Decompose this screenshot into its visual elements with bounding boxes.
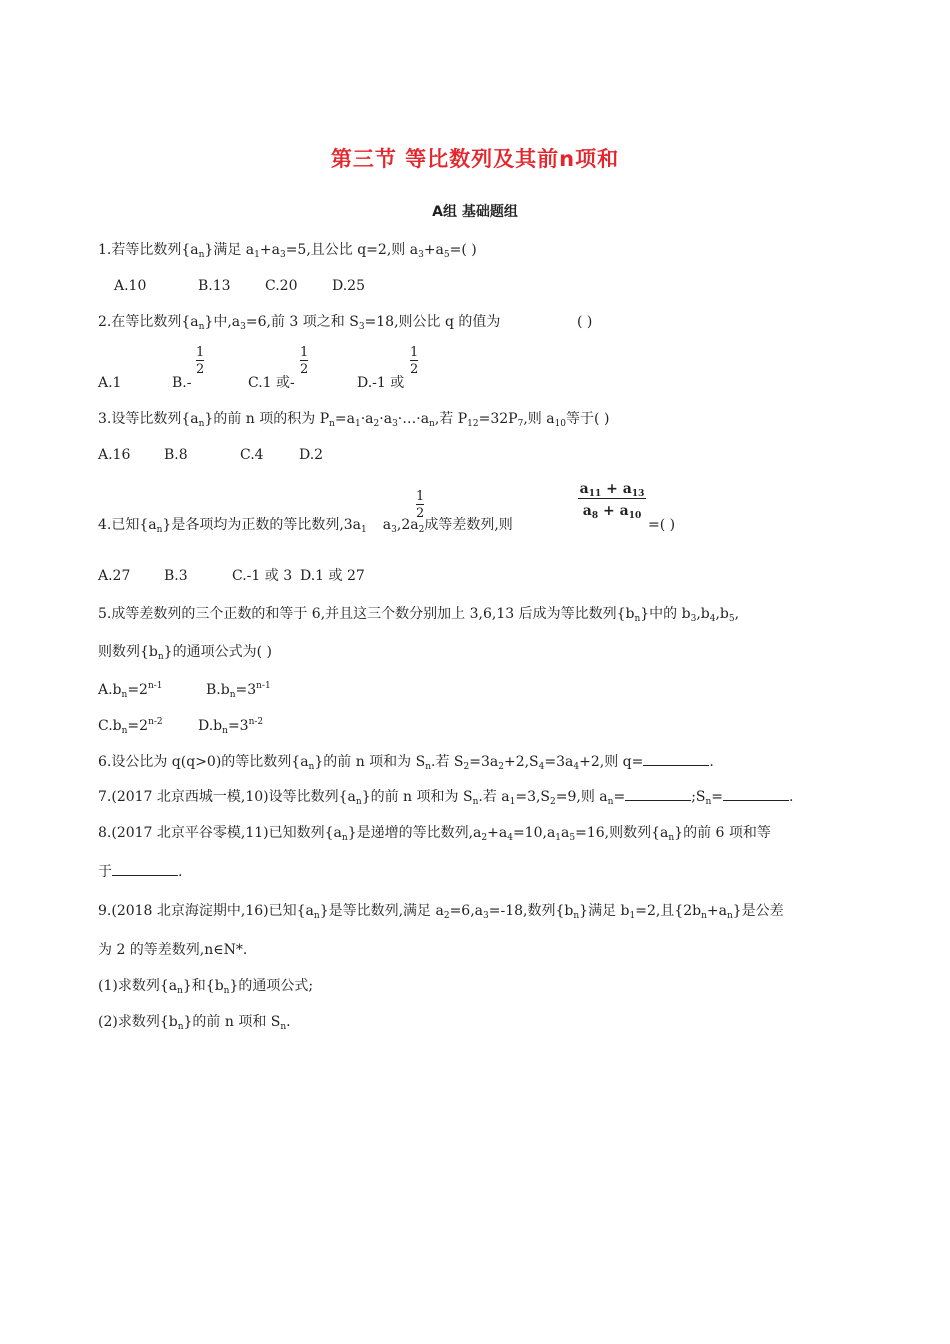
q3-option-a: A.16 [98,447,131,463]
q3-option-d: D.2 [299,447,324,463]
q4-option-b: B.3 [164,568,188,584]
q4-paren: =( ) [648,517,676,533]
q1-option-a: A.10 [114,278,147,294]
q2-b-fraction: $\frac{1}{2}$ [196,345,205,377]
q4-half-fraction: $\frac{1}{2}$ [416,489,425,521]
q2-option-d: D.-1 或 [357,375,405,391]
q2-d-fraction: $\frac{1}{2}$ [410,345,419,377]
q2-option-c: C.1 或- [248,375,295,391]
q2-paren: ( ) [577,314,593,330]
page-title: 第三节 等比数列及其前n项和 [330,147,620,171]
q5-option-c: $C.b_n=2^{n-2}$ [98,717,163,736]
q3-option-b: B.8 [164,447,188,463]
q2-c-fraction: $\frac{1}{2}$ [300,345,309,377]
question-9: 9.(2018 北京海淀期中,16)已知$\{a_n\}$是等比数列,满足 $a_2=6,a_3=-18$,数列$\{b_n\}$满足 $b_1=2$,且$\{2b_n+a_n\}$是公差 [98,903,784,921]
question-9-line-2: 为 2 的等差数列,n∈N*. [98,942,248,958]
q7-an-blank[interactable] [625,788,691,801]
group-heading: A组 基础题组 [432,204,518,220]
q1-option-b: B.13 [198,278,231,294]
question-8: 8.(2017 北京平谷零模,11)已知数列$\{a_n\}$是递增的等比数列$,a_2+a_4=10,a_1a_5=16$,则数列$\{a_n\}$的前 6 项和等 [98,825,771,843]
q5-option-a: $A.b_n=2^{n-1}$ [98,681,163,700]
question-6: 6.设公比为 q(q>0)的等比数列$\{a_n\}$的前 n 项和为 $S_n$.若 $S_2=3a_2+2,S_4=3a_4+2$,则 q= . [98,754,714,772]
question-3: 3.设等比数列$\{a_n\}$的前 n 项的积为 $P_n=a_1\cdot a_2\cdot a_3\cdot\dots\cdot a_n$,若 $P_{12}=32P_7$,则 $a_{10}$等于( ) [98,411,610,429]
q5-option-b: $B.b_n=3^{n-1}$ [206,681,271,700]
question-5-line-2: 则数列$\{b_n\}$的通项公式为( ) [98,644,272,662]
q6-answer-blank[interactable] [643,753,709,766]
question-5-line-1: 5.成等差数列的三个正数的和等于 6,并且这三个数分别加上 3,6,13 后成为等比数列$\{b_n\}$中的 $b_3,b_4,b_5$, [98,606,740,624]
q4-option-c: C.-1 或 3 [232,568,293,584]
question-1: 1.若等比数列$\{a_n\}$满足 $a_1+a_3=5$,且公比 q=2,则 $a_3+a_5=$( ) [98,242,477,260]
question-4: 4.已知$\{a_n\}$是各项均为正数的等比数列$,3a_1$ $a_3,2a_2$成等差数列,则 [98,517,513,535]
q7-sn-blank[interactable] [723,788,789,801]
q1-option-d: D.25 [332,278,365,294]
q4-ratio-fraction: $a_{11} + a_{13}$ $a_8 + a_{10}$ [579,481,645,521]
q4-option-a: A.27 [98,568,131,584]
q8-answer-blank[interactable] [112,863,178,876]
question-2: 2.在等比数列$\{a_n\}$中$,a_3=6$,前 3 项之和 $S_3=18$,则公比 q 的值为 [98,314,501,332]
q5-option-d: $D.b_n=3^{n-2}$ [198,717,264,736]
q2-option-b: B.- [172,375,192,391]
q3-option-c: C.4 [240,447,264,463]
q2-option-a: A.1 [98,375,122,391]
q4-option-d: D.1 或 27 [300,568,365,584]
q1-option-c: C.20 [265,278,298,294]
question-9-part-2: (2)求数列$\{b_n\}$的前 n 项和 $S_n$. [98,1014,291,1032]
question-7: 7.(2017 北京西城一模,10)设等比数列$\{a_n\}$的前 n 项和为 $S_n$.若 $a_1=3,S_2=9$,则 $a_n=$ $;S_n=$ . [98,789,794,807]
question-9-part-1: (1)求数列$\{a_n\}$和$\{b_n\}$的通项公式; [98,978,314,996]
question-8-line-2: 于 . [98,864,183,880]
